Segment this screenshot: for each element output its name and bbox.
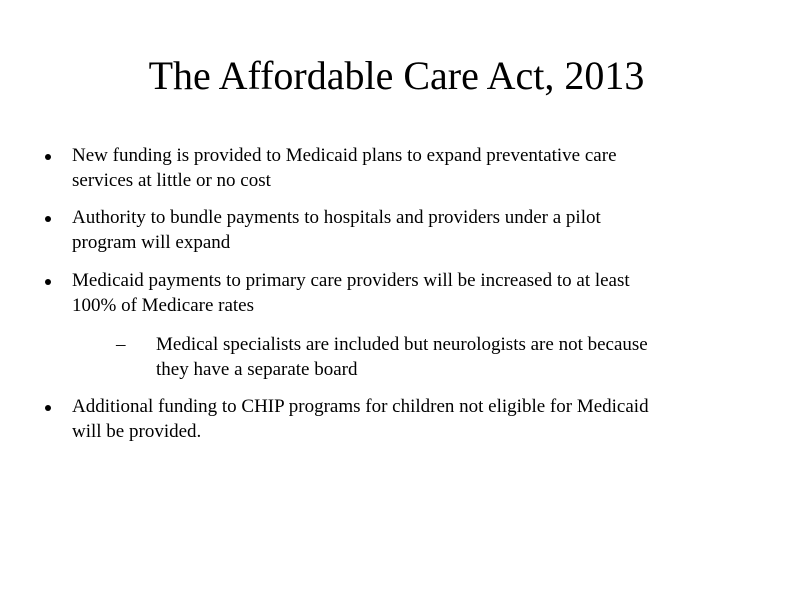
sub-bullet-dash-icon: – [116,334,126,355]
bullet-dot-icon [45,405,51,411]
sub-bullet-text: Medical specialists are included but neurologists are not because they have a separate board [156,334,648,380]
bullet-dot-icon [45,154,51,160]
bullet-text: Medicaid payments to primary care providers will be increased to at least 100% of Medicare rates [72,270,630,316]
bullet-dot-icon [45,279,51,285]
bullet-dot-icon [45,216,51,222]
bullet-text: Authority to bundle payments to hospitals and providers under a pilot program will expand [72,207,601,253]
bullet-text: Additional funding to CHIP programs for children not eligible for Medicaid will be provided. [72,396,649,442]
slide-title: The Affordable Care Act, 2013 [148,53,645,98]
bullet-text: New funding is provided to Medicaid plans to expand preventative care services at little or no cost [72,145,617,191]
